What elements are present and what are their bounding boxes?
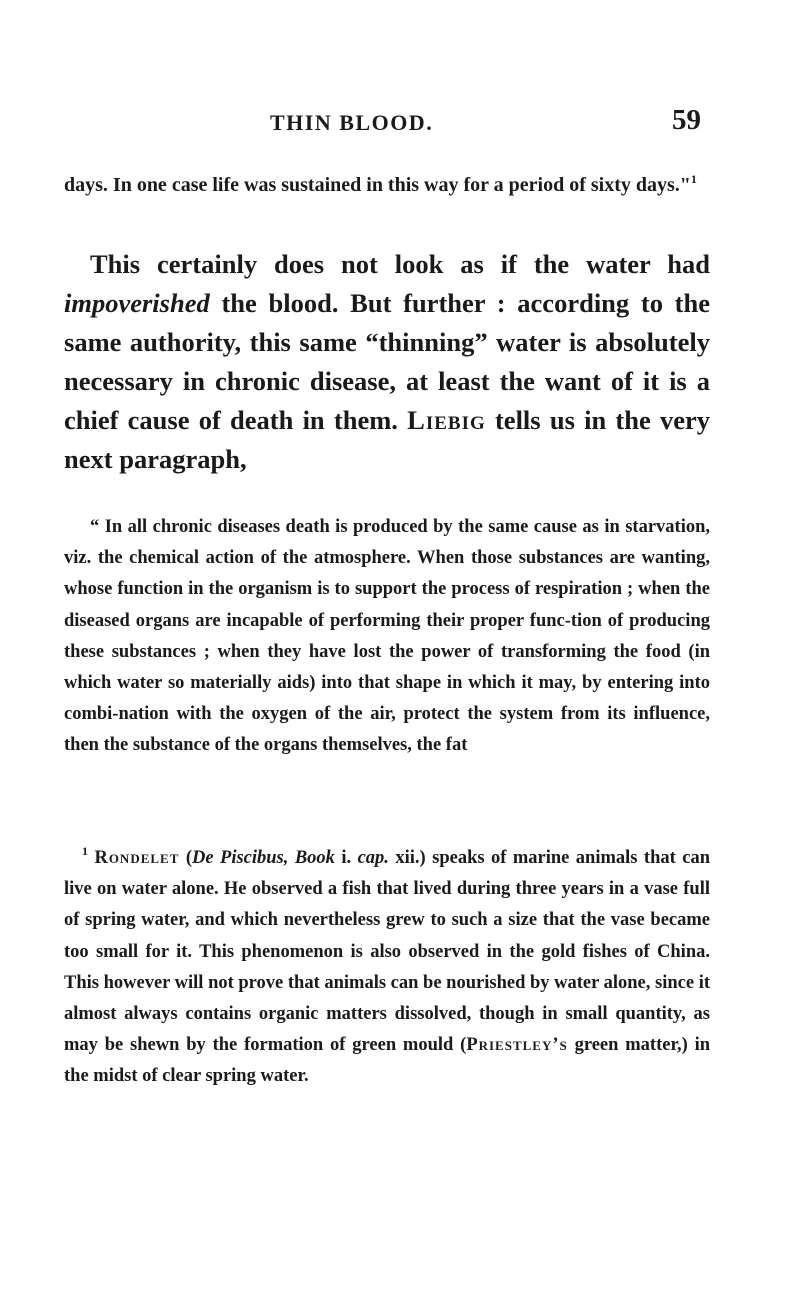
main-text-part1: This certainly does not look as if the water had [90, 249, 710, 279]
footnote-name-priestley: Priestley’s [466, 1035, 568, 1056]
footnote-author: Rondelet [94, 848, 180, 868]
author-name-liebig: Liebig [407, 405, 486, 435]
footnote-text-part2: green matter,) in the midst of clear spring water. [64, 1035, 711, 1087]
footnote-book-number: i. [334, 848, 358, 868]
footnote-cap: cap. [357, 848, 389, 868]
page-header [0, 104, 800, 144]
footnote [64, 843, 710, 1093]
footnote-text-part1: speaks of marine animals that can live on water alone. He observed a fish that lived during three years in a vase full of spring water, and which nevertheless grew to such a size that the vase became too small for it. This phenomenon is also observed in the gold fishes of China. This however will not prove that animals can be nourished by water alone, since it almost always contains organic matters dissolved, though in small quantity, as may be shewn by the formation of green mould ( [64, 848, 710, 1056]
page-number: 59 [672, 104, 701, 136]
footnote-open-paren: ( [179, 848, 192, 868]
continuation-text: days. In one case life was sustained in this way for a period of sixty days." [64, 174, 691, 196]
running-head: THIN BLOOD. [270, 110, 434, 135]
emphasis-impoverished: impoverished [64, 288, 210, 318]
footnote-reference: 1 [690, 172, 697, 186]
main-text-part2: the blood. But further : according to the same authority, this same “thinning” water is absolutely necessary in chronic disease, at least the want of it is a chief cause of death in them. [64, 288, 710, 435]
main-paragraph [64, 245, 710, 479]
block-quote: “ In all chronic diseases death is produced by the same cause as in starvation, viz. the chemical action of the atmosphere. When those substances are wanting, whose function in the organism is to support the process of respiration ; when the diseased organs are incapable of performing their proper func-tion of producing these substances ; when they have lost the power of transforming the food (in which water so materially aids) into that shape in which it may, by entering into combi-nation with the oxygen of the air, protect the system from its influence, then the substance of the organs themselves, the fat [64, 517, 710, 756]
footnote-marker: 1 [82, 844, 88, 858]
main-text-part3: tells us in the very next paragraph, [64, 405, 711, 474]
footnote-work-title: De Piscibus, Book [192, 848, 335, 868]
footnote-cap-number: xii.) [388, 848, 426, 868]
continuation-paragraph [64, 170, 710, 200]
